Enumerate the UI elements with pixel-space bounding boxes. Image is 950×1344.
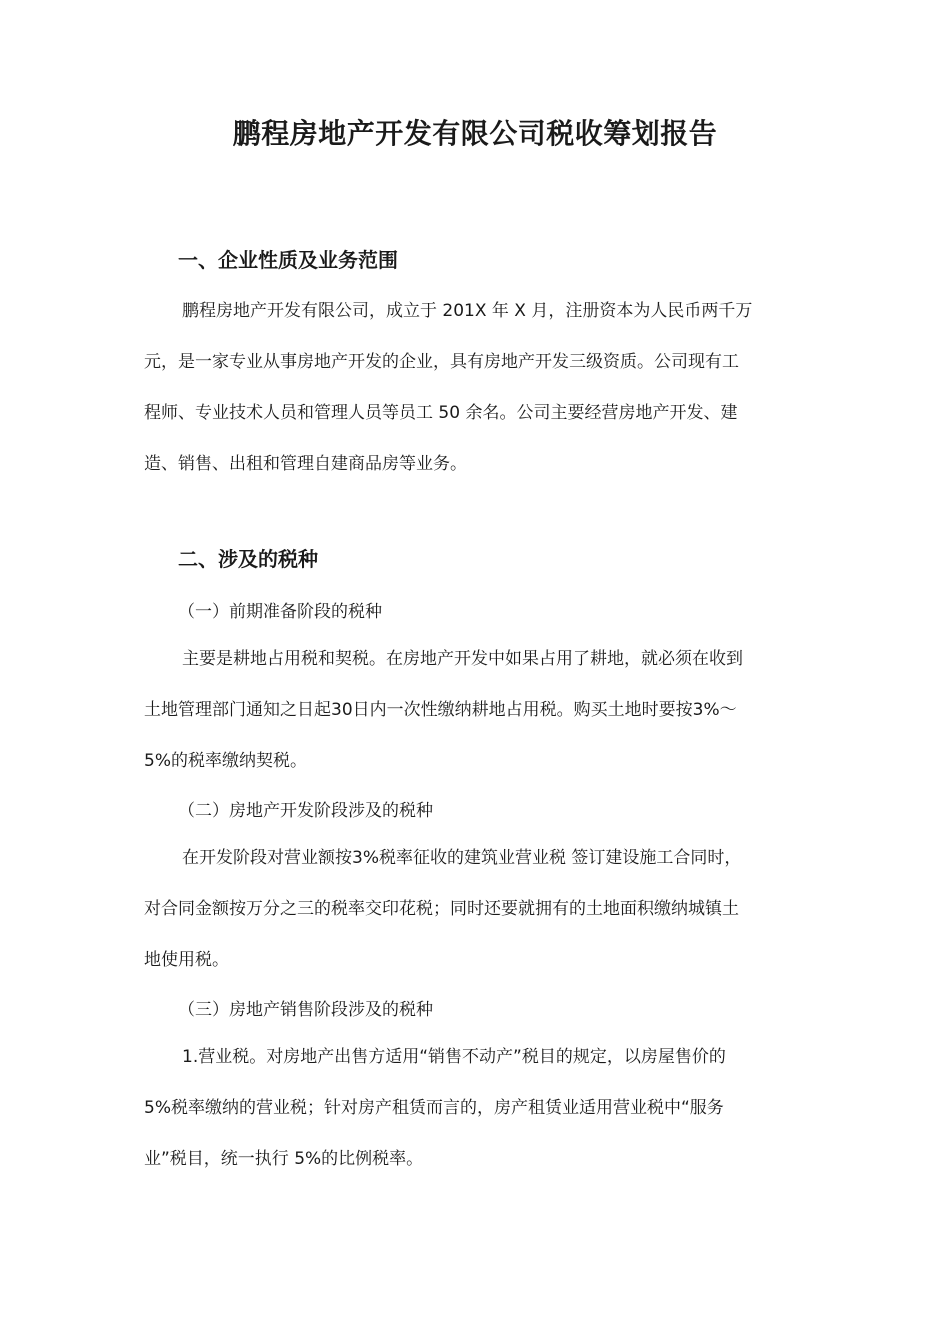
section-heading-1: 一、企业性质及业务范围 <box>178 248 398 272</box>
subsection-heading-3: （三）房地产销售阶段涉及的税种 <box>178 1000 433 1020</box>
section-heading-2: 二、涉及的税种 <box>178 547 318 571</box>
paragraph-line: 在开发阶段对营业额按3%税率征收的建筑业营业税 签订建设施工合同时， <box>182 848 742 868</box>
paragraph-line: 元，是一家专业从事房地产开发的企业，具有房地产开发三级资质。公司现有工 <box>144 352 739 372</box>
subsection-heading-2: （二）房地产开发阶段涉及的税种 <box>178 801 433 821</box>
paragraph-line: 5%的税率缴纳契税。 <box>144 751 307 771</box>
section-1-paragraph <box>144 286 809 490</box>
paragraph-line: 5%税率缴纳的营业税；针对房产租赁而言的，房产租赁业适用营业税中“服务 <box>144 1098 724 1118</box>
paragraph-line: 地使用税。 <box>144 950 229 970</box>
paragraph-line: 土地管理部门通知之日起30日内一次性缴纳耕地占用税。购买土地时要按3%～ <box>144 700 737 720</box>
subsection-2-paragraph <box>144 833 809 986</box>
document-title: 鹏程房地产开发有限公司税收筹划报告 <box>232 117 718 150</box>
paragraph-line: 鹏程房地产开发有限公司，成立于 201X 年 X 月，注册资本为人民币两千万 <box>182 301 753 321</box>
subsection-3-paragraph <box>144 1032 809 1185</box>
paragraph-line: 程师、专业技术人员和管理人员等员工 50 余名。公司主要经营房地产开发、建 <box>144 403 738 423</box>
paragraph-line: 对合同金额按万分之三的税率交印花税；同时还要就拥有的土地面积缴纳城镇土 <box>144 899 739 919</box>
paragraph-line: 造、销售、出租和管理自建商品房等业务。 <box>144 454 467 474</box>
subsection-heading-1: （一）前期准备阶段的税种 <box>178 602 382 622</box>
paragraph-line: 主要是耕地占用税和契税。在房地产开发中如果占用了耕地，就必须在收到 <box>182 649 743 669</box>
paragraph-line: 业”税目，统一执行 5%的比例税率。 <box>144 1149 424 1169</box>
subsection-1-paragraph <box>144 634 809 787</box>
paragraph-line: 1.营业税。对房地产出售方适用“销售不动产”税目的规定，以房屋售价的 <box>182 1047 726 1067</box>
